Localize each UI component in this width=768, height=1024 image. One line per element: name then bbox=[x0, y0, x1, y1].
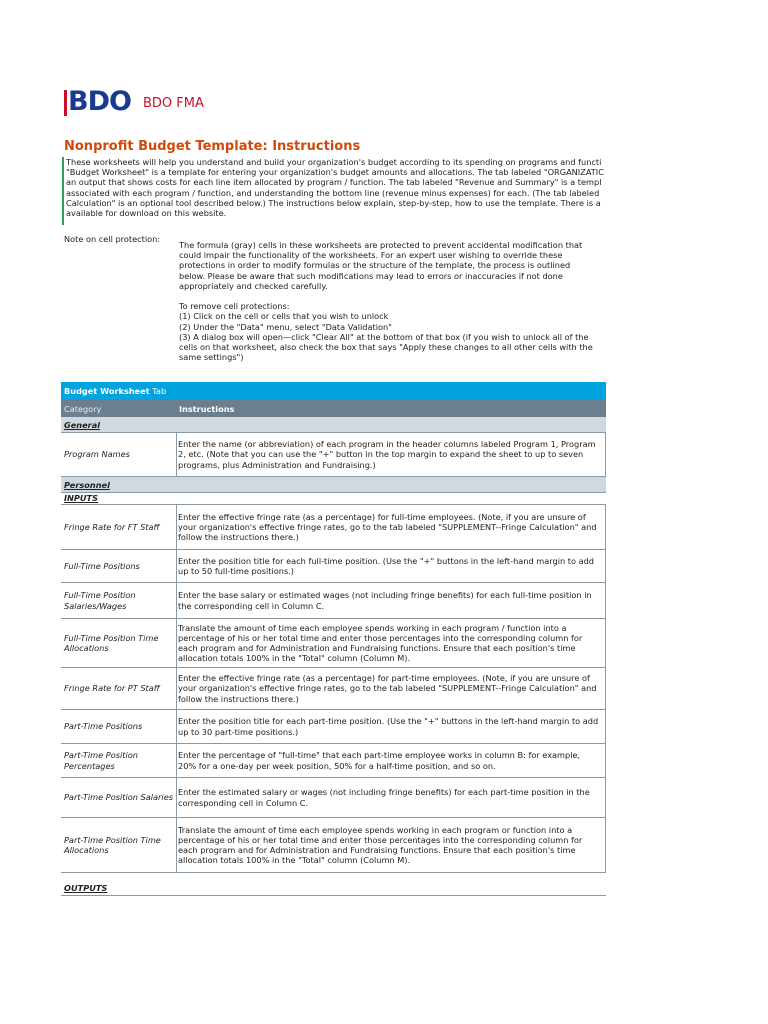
column-header-row bbox=[61, 400, 606, 417]
col-header-instructions: Instructions bbox=[179, 403, 235, 414]
row-instructions: Enter the effective fringe rate (as a percentage) for full-time employees. (Note, if you are unsure of your organization's effective fringe rates, go to the tab labeled "SUPPLEMENT--Fringe Calculation" and follow the instructions there.) bbox=[177, 505, 606, 549]
table-row bbox=[61, 668, 606, 710]
row-category: Part-Time Position Percentages bbox=[61, 744, 177, 777]
row-category: Part-Time Position Salaries bbox=[61, 778, 177, 817]
row-instructions: Enter the percentage of "full-time" that each part-time employee works in column B: for example, 20% for a one-day per week position, 50% for a half-time position, and so on. bbox=[177, 744, 606, 777]
note-label: Note on cell protection: bbox=[64, 234, 161, 244]
table-row bbox=[61, 710, 606, 744]
instructions-table bbox=[61, 382, 606, 896]
row-category: Full-Time Position Time Allocations bbox=[61, 619, 177, 667]
table-row bbox=[61, 619, 606, 668]
row-category: Part-Time Positions bbox=[61, 710, 177, 743]
logo-wordmark: BDO bbox=[68, 86, 131, 117]
subsection-inputs: INPUTS bbox=[61, 493, 606, 505]
logo-mark bbox=[64, 88, 131, 116]
table-row bbox=[61, 744, 606, 778]
tab-header bbox=[61, 382, 606, 400]
bdo-logo bbox=[64, 86, 204, 118]
row-category: Program Names bbox=[61, 433, 177, 476]
row-category: Fringe Rate for PT Staff bbox=[61, 668, 177, 709]
table-row bbox=[61, 433, 606, 477]
col-header-category: Category bbox=[64, 403, 102, 414]
row-instructions: Enter the position title for each full-time position. (Use the "+" buttons in the left-hand margin to add up to 50 full-time positions.) bbox=[177, 550, 606, 582]
logo-subtitle: BDO FMA bbox=[142, 96, 204, 111]
section-personnel: Personnel bbox=[61, 477, 606, 493]
row-instructions: Enter the base salary or estimated wages (not including fringe benefits) for each full-time position in the corresponding cell in Column C. bbox=[177, 583, 606, 618]
row-category: Fringe Rate for FT Staff bbox=[61, 505, 177, 549]
row-instructions: Enter the position title for each part-time position. (Use the "+" buttons in the left-hand margin to add up to 30 part-time positions.) bbox=[177, 710, 606, 743]
table-row bbox=[61, 505, 606, 550]
intro-block bbox=[62, 157, 609, 225]
subsection-outputs: OUTPUTS bbox=[61, 881, 606, 896]
table-row bbox=[61, 550, 606, 583]
row-instructions: Enter the name (or abbreviation) of each program in the header columns labeled Program 1, Program 2, etc. (Note that you can use the "+" button in the top margin to expand the sheet to up to seven programs, plus Administration and Fundraising.) bbox=[177, 433, 606, 476]
row-instructions: Translate the amount of time each employee spends working in each program or function into a percentage of his or her total time and enter those percentages into the corresponding column for each program and for Administration and Fundraising functions. Ensure that each position's time allocation totals 100% in the "Total" column (Column M). bbox=[177, 818, 606, 872]
intro-text: These worksheets will help you understand and build your organization's budget according to its spending on programs and functi "Budget Worksheet" is a template for entering your organization's budget amounts and allocations. The tab labeled "ORGANIZATIC an output that shows costs for each line item allocated by program / function. The tab labeled "Revenue and Summary" is a templ associated with each program / function, and understanding the bottom line (revenue minus expenses) for each. (The tab labeled Calculation" is an optional tool described below.) The instructions below explain, step-by-step, how to use the template. There is a available for download on this website. bbox=[66, 157, 604, 219]
tab-title-rest: Tab bbox=[149, 386, 167, 396]
table-row bbox=[61, 818, 606, 873]
row-category: Full-Time Positions bbox=[61, 550, 177, 582]
row-instructions: Translate the amount of time each employee spends working in each program / function into a percentage of his or her total time and enter those percentages into the corresponding column for each program and for Administration and Fundraising functions. Ensure that each position's time allocation totals 100% in the "Total" column (Column M). bbox=[177, 619, 606, 667]
table-row bbox=[61, 583, 606, 619]
row-category: Full-Time Position Salaries/Wages bbox=[61, 583, 177, 618]
row-instructions: Enter the effective fringe rate (as a percentage) for part-time employees. (Note, if you are unsure of your organization's effective fringe rates, go to the tab labeled "SUPPLEMENT--Fringe Calculation" and follow the instructions there.) bbox=[177, 668, 606, 709]
row-category: Part-Time Position Time Allocations bbox=[61, 818, 177, 872]
logo-red-bar-icon bbox=[64, 90, 67, 116]
section-general: General bbox=[61, 417, 606, 433]
tab-title-bold: Budget Worksheet bbox=[64, 386, 150, 396]
note-text: The formula (gray) cells in these worksheets are protected to prevent accidental modification that could impair the functionality of the worksheets. For an expert user wishing to override these protections in order to modify formulas or the structure of the template, the process is outlined below. Please be aware that such modifications may lead to errors or inaccuracies if not done appropriately and checked carefully. To remove cell protections: (1) Click on the cell or cells that you wish to unlock (2) Under the "Data" menu, select "Data Validation" (3) A dialog box will open—click "Clear All" at the bottom of that box (if you wish to unlock all of the cells on that worksheet, also check the box that says "Apply these changes to all other cells with the same settings") bbox=[179, 240, 593, 363]
row-instructions: Enter the estimated salary or wages (not including fringe benefits) for each part-time position in the corresponding cell in Column C. bbox=[177, 778, 606, 817]
table-row bbox=[61, 778, 606, 818]
page-title: Nonprofit Budget Template: Instructions bbox=[64, 139, 361, 154]
